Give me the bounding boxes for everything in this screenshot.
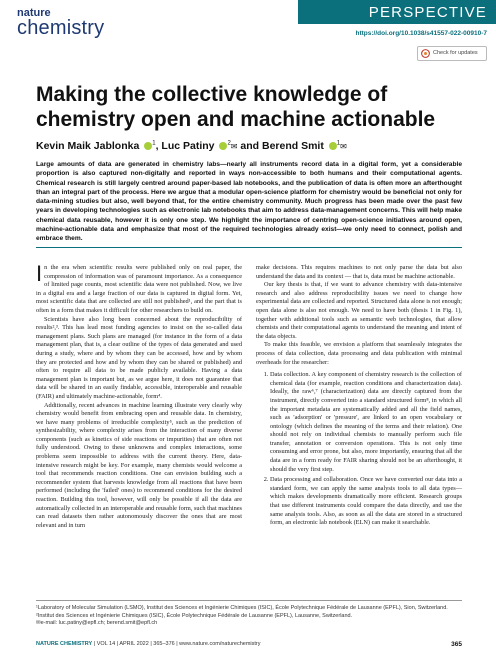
check-updates-label: Check for updates bbox=[433, 50, 478, 56]
body-paragraph: Additionally, recent advances in machine learning illustrate very clearly why chemistry would benefit from embracing open and reusable data. In chemistry, we have many problems of irreducible complexity⁵, such as the prediction of synthesizability, where complexity arises from the interaction of many diverse components (such as kinetics of side reactions or impurities) that are often not fully understood. Owing to these unknowns and complex interactions, some problems seem impossible to address with the current theory. Here, data-intensive research might be key. For example, many chemists would welcome a tool that recommends reaction conditions. One can envision building such a recommender system that harvests knowledge from all reactions that have been performed (including the 'failed' ones) to recommend conditions for the desired reaction. Building this tool, however, will only be possible if all the data are automatically collected in an interoperable and reusable form, such that machines can read datasets then rather autonomously discover the ones that are most relevant and in turn bbox=[36, 401, 242, 529]
body-paragraph: Our key thesis is that, if we want to advance chemistry with data-intensive research and also address reproducibility issues we need to change how experimental data are collected and reported. Structured data alone is not enough; open data alone is also not enough. We need to have both (thesis 1 in Fig. 1), together with additional tools such as semantic web technologies, that allow chemists and their computational agents to understand the meaning and intent of the data objects. bbox=[256, 281, 462, 340]
abstract: Large amounts of data are generated in chemistry labs—nearly all instruments record data in a digital form, yet a considerable proportion is also captured non-digitally and reported in ways non-accessible to both humans and their computational agents. Chemical research is still largely centred around paper-based lab notebooks, and the publication of data is often more an afterthought than an integral part of the process. Here we argue that a modular open-science platform for chemistry would be beneficial not only for data-mining studies but also, well beyond that, for the entire chemistry community. Much progress has been made over the past few years in developing technologies such as electronic lab notebooks that aim to address data-management concerns. This will help make chemical data reusable, however it is only one step. We highlight the importance of centring open-science initiatives around open, machine-actionable data and emphasize that most of the required technologies already exist—we only need to connect, polish and embrace them. bbox=[36, 161, 462, 243]
journal-logo[interactable] bbox=[17, 8, 104, 38]
body-paragraph: make decisions. This requires machines to not only parse the data but also understand the data and its context — that is, data must be machine actionable. bbox=[256, 264, 462, 280]
body-paragraph: To make this feasible, we envision a platform that seamlessly integrates the process of data collection, data processing and data publication with minimal overheads for the researcher: bbox=[256, 341, 462, 366]
affiliations: ¹Laboratory of Molecular Simulation (LSMO), Institut des Sciences et Ingénierie Chimiques (ISIC), École Polytechnique Fédérale de Lausanne (EPFL), Sion, Switzerland. ²Institut des Sciences et Ingénierie Chimiques (ISIC), École Polytechnique Fédérale de Lausanne (EPFL), Lausanne, Switzerland. bbox=[36, 605, 448, 619]
author-affiliation: 1 bbox=[336, 140, 341, 147]
numbered-list bbox=[256, 371, 462, 528]
email-icon[interactable]: ✉ bbox=[340, 142, 347, 151]
author-name[interactable]: Luc Patiny bbox=[161, 140, 215, 152]
author-affiliation: 1 bbox=[152, 140, 156, 147]
author-separator: and bbox=[237, 140, 262, 152]
body-column-right bbox=[256, 264, 462, 530]
section-banner: PERSPECTIVE bbox=[298, 0, 496, 24]
page-number: 365 bbox=[451, 641, 462, 648]
body-paragraph bbox=[36, 261, 242, 316]
email-icon[interactable]: ✉ bbox=[230, 142, 238, 151]
orcid-icon[interactable] bbox=[329, 142, 337, 150]
list-item: 1. Data collection. A key component of chemistry research is the collection of chemical data (for example, reaction conditions and characterization data). Ideally, the raw⁶,⁷ (characterization) data are directly captured from the instrument, directly converted into a standard structured form⁸, in which all the important metadata are systematically added and all the field names, such as 'adsorption' or 'pressure', are linked to an open vocabulary or ontology (which defines the meaning of the terms and their relation). One should not rely on individual chemists to manually perform such file transfer, annotation or conversion operations. This is not only time consuming and error prone, but also, more importantly, ensuring that all the data are in a form ready for FAIR sharing should not be an afterthought, it should the very first step. bbox=[270, 371, 462, 474]
footer-issue[interactable]: | VOL 14 | APRIL 2022 | 365–376 | www.nature.com/naturechemistry bbox=[92, 641, 261, 647]
footer-journal: NATURE CHEMISTRY bbox=[36, 641, 93, 647]
list-item: 2. Data processing and collaboration. Once we have converted our data into a standard form, we can apply the same analysis tools to all data types—which makes developments dramatically more efficient. Research groups that use different instruments could compare the data directly, and use the same analysis tools. Also, as soon as all the data are stored in a structured form, an electronic lab notebook (ELN) can make it searchable. bbox=[270, 476, 462, 528]
paragraph-text: n the era when scientific results were published only on real paper, the compression of information was of paramount importance. As a consequence of limited page counts, most scientific data were not published. Now, we live in a digital era and a large fraction of our data is captured in digital form. Yet, most scientific data that are collected are still not published¹, and the part that is often in a form that makes it difficult for other researchers to build on. bbox=[36, 264, 242, 314]
page-footer bbox=[36, 641, 462, 647]
affiliations-footnote bbox=[36, 600, 462, 628]
article-title: Making the collective knowledge of chemistry open and machine actionable bbox=[36, 83, 436, 131]
logo-nature: nature bbox=[17, 7, 51, 19]
author-name[interactable]: Kevin Maik Jablonka bbox=[36, 140, 140, 152]
drop-cap: I bbox=[36, 261, 43, 286]
doi-link[interactable]: https://doi.org/10.1038/s41557-022-00910-7 bbox=[355, 30, 487, 37]
logo-chemistry: chemistry bbox=[17, 17, 105, 39]
check-updates-button[interactable] bbox=[417, 46, 487, 61]
author-separator: , bbox=[155, 140, 162, 152]
body-column-left bbox=[36, 261, 242, 530]
author-name[interactable]: Berend Smit bbox=[262, 140, 324, 152]
body-paragraph: Scientists have also long been concerned about the reproducibility of results²,³. This has lead most funding agencies to insist on the so-called data management plans. Such plans are managed (for instance in the form of a data management plan, that is, a clear outline of the types of data generated and used during a study, where and by whom they can be accessed, how and by whom they are protected and how and by whom they can be shared or published) and often to require all data to be made publicly available. Having a data management plan is important but, as we argue here, it does not guarantee that data will be shared in an easily findable, accessible, interoperable and reusable (FAIR) and ultimately machine-actionable, form⁴. bbox=[36, 315, 242, 400]
page-header bbox=[0, 0, 496, 68]
author-affiliation: 2 bbox=[227, 140, 231, 147]
section-divider bbox=[36, 247, 462, 248]
author-list bbox=[36, 140, 347, 152]
contact-email[interactable]: ✉e-mail: luc.patiny@epfl.ch; berend.smit@epfl.ch bbox=[36, 620, 158, 626]
check-updates-icon bbox=[421, 49, 430, 58]
